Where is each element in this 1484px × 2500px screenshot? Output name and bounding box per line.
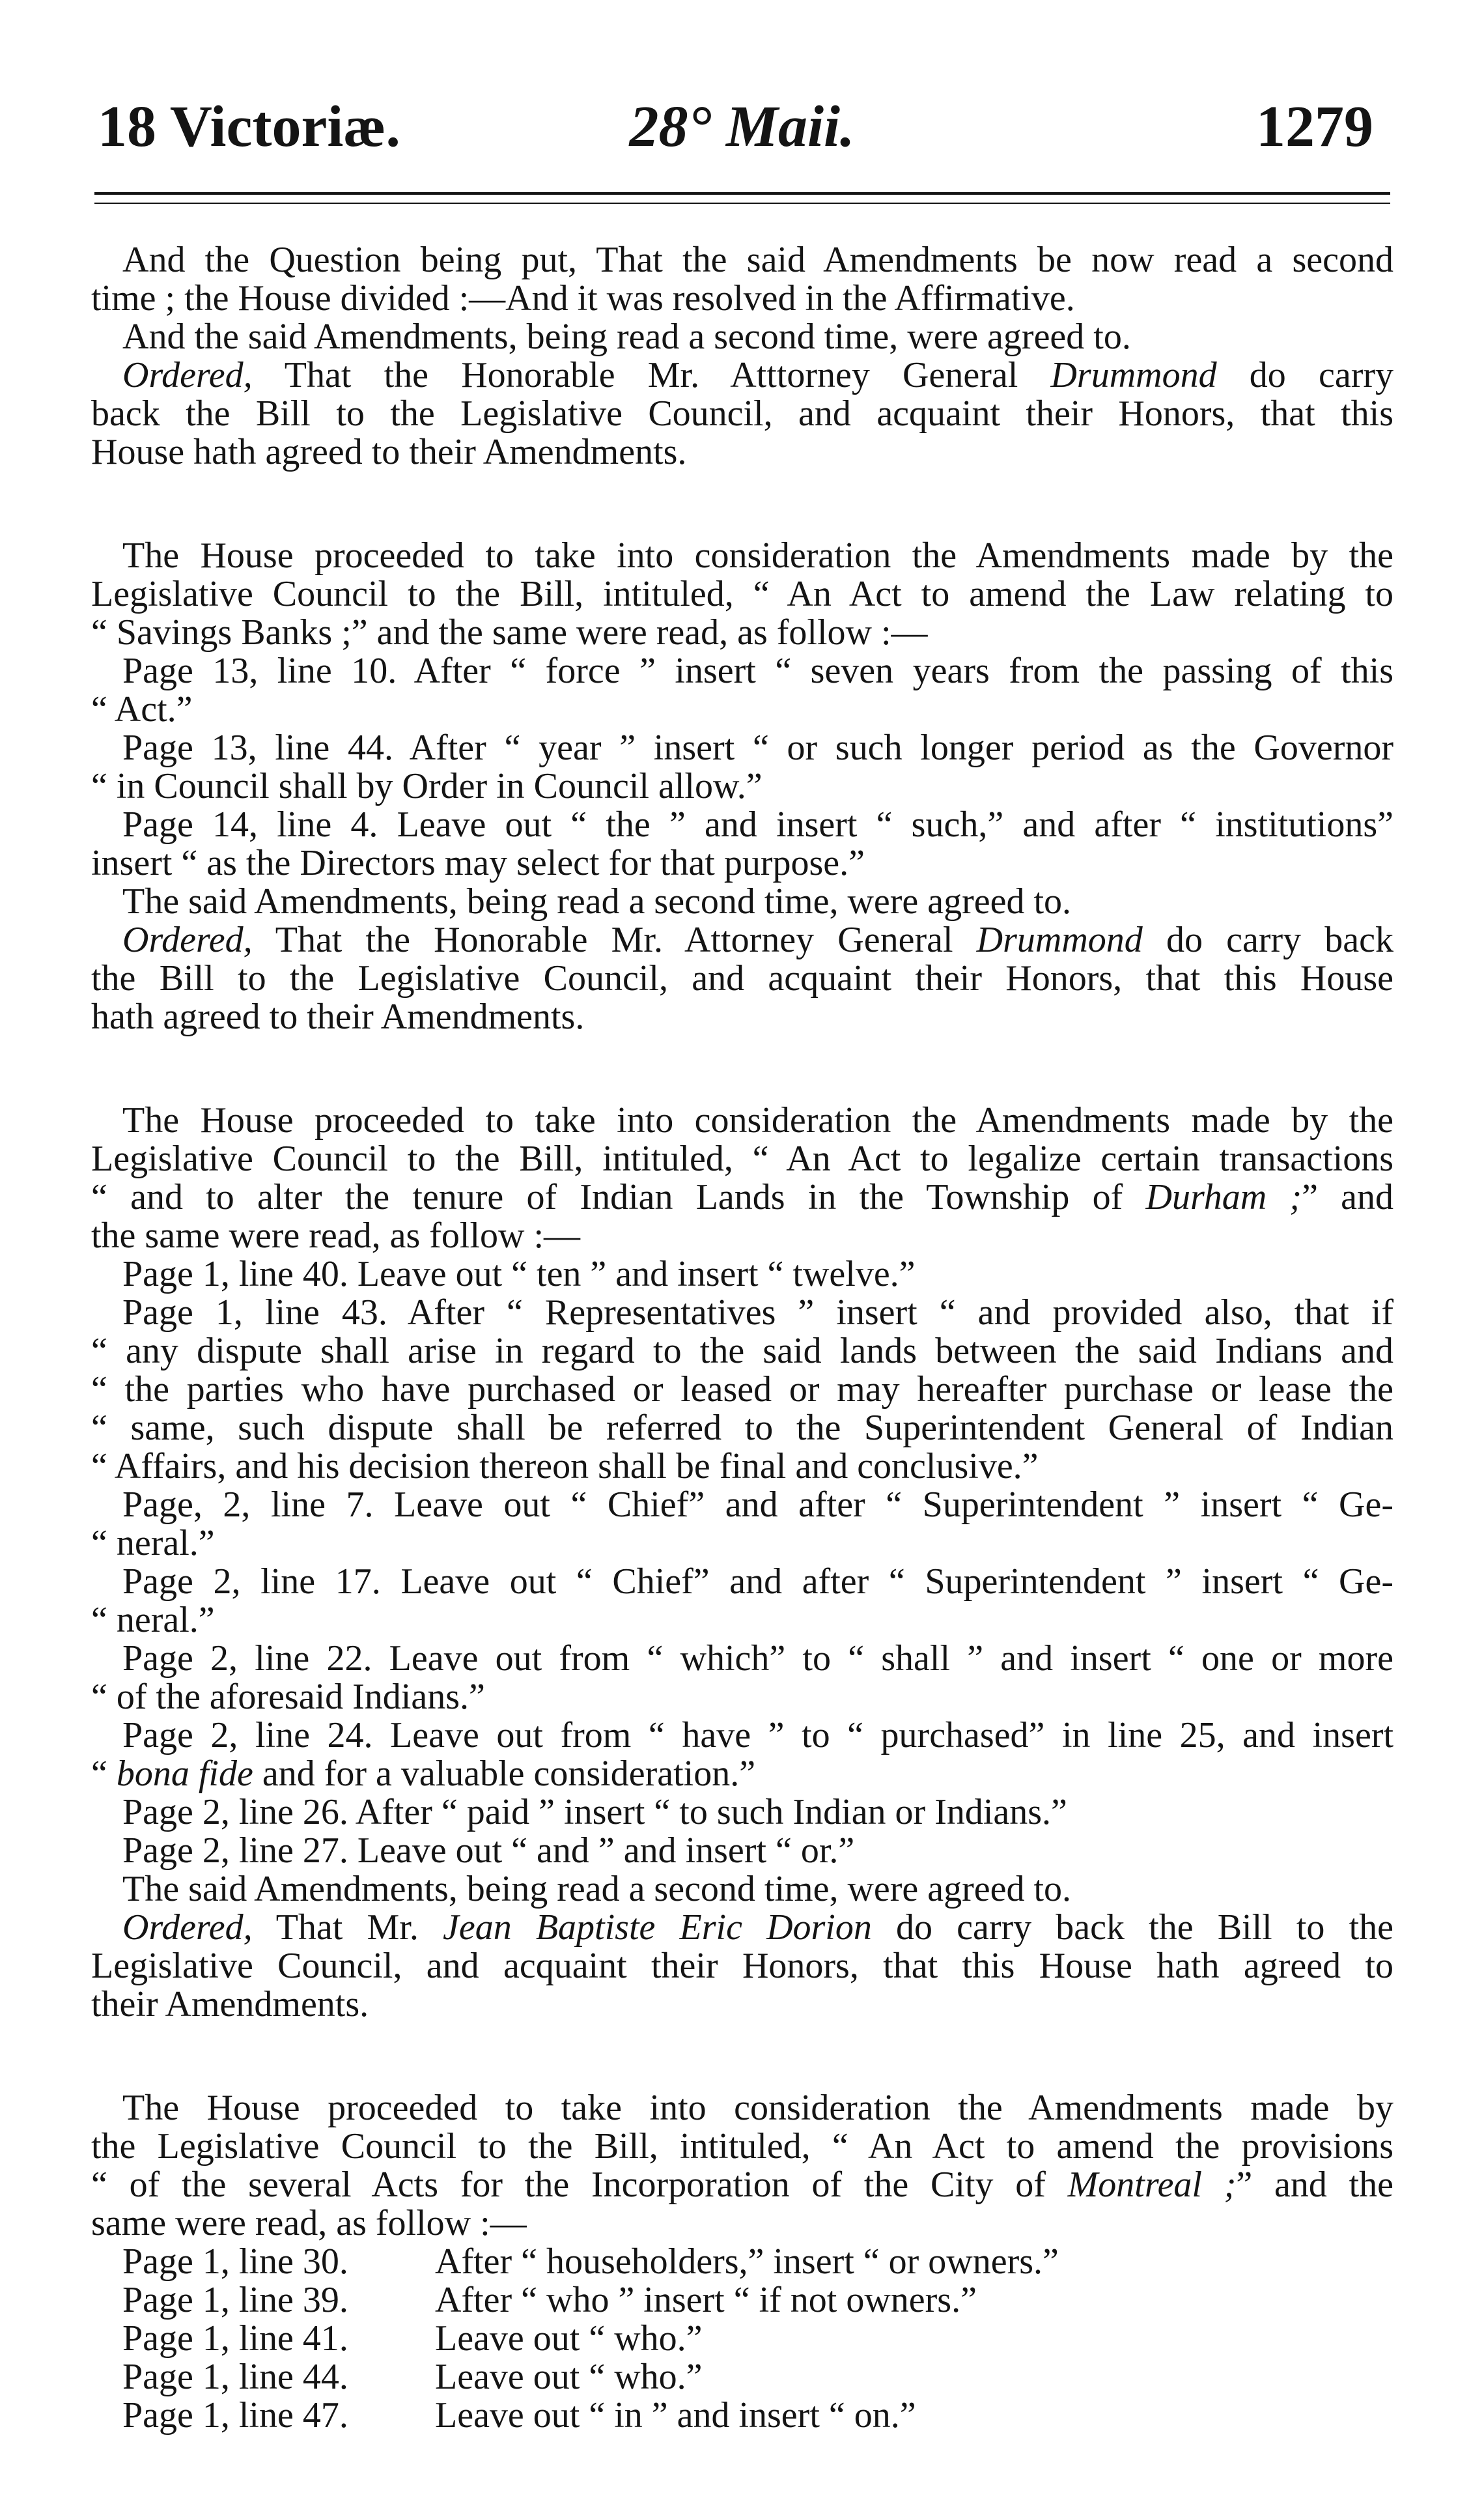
- text-line: The House proceeded to take into consideration the Amendments made by: [122, 2088, 1393, 2128]
- text-line: their Amendments.: [91, 1984, 369, 2024]
- text-line: “ Savings Banks ;” and the same were read, as follow :—: [91, 612, 928, 653]
- amendment-line: Page 13, line 10. After “ force ” insert “ seven years from the passing of this: [122, 651, 1393, 691]
- header-rule-thin: [94, 203, 1390, 204]
- amendment-line: Page 2, line 24. Leave out from “ have ” to “ purchased” in line 25, and insert: [122, 1715, 1393, 1755]
- paragraph-indian-lands: [91, 1101, 1393, 2024]
- text-line: House hath agreed to their Amendments.: [91, 432, 687, 472]
- text-span: ” and the: [1236, 2165, 1394, 2205]
- text-line: And the said Amendments, being read a second time, were agreed to.: [122, 317, 1131, 357]
- text-line: the Bill to the Legislative Council, and acquaint their Honors, that this House: [91, 958, 1393, 999]
- text-line: “ same, such dispute shall be referred to the Superintendent General of Indian: [91, 1408, 1393, 1448]
- ordered-label: Ordered,: [122, 1907, 253, 1948]
- text-line: “ of the aforesaid Indians.”: [91, 1677, 485, 1717]
- text-line: “ any dispute shall arise in regard to the said lands between the said Indians and: [91, 1331, 1393, 1371]
- ordered-label: Ordered,: [122, 920, 253, 960]
- date-text: 28° Maii.: [629, 94, 855, 159]
- text-line: Legislative Council to the Bill, intituled, “ An Act to amend the Law relating to: [91, 574, 1393, 614]
- order-line: [91, 921, 1393, 959]
- text-line: same were read, as follow :—: [91, 2203, 527, 2243]
- text-line: Legislative Council to the Bill, intituled, “ An Act to legalize certain transactions: [91, 1139, 1393, 1179]
- amendment-entry: [91, 2320, 1393, 2358]
- text-line: insert “ as the Directors may select for that purpose.”: [91, 843, 865, 883]
- place-span: Montreal ;: [1067, 2165, 1237, 2205]
- amendment-line: Page 2, line 26. After “ paid ” insert “ to such Indian or Indians.”: [122, 1792, 1067, 1832]
- name-span: Drummond: [976, 920, 1143, 960]
- text-span: That the Honorable Mr. Atttorney General: [252, 355, 1051, 395]
- place-span: Durham ;: [1145, 1177, 1302, 1217]
- amendment-line: Page 1, line 40. Leave out “ ten ” and insert “ twelve.”: [122, 1254, 916, 1294]
- text-line: [91, 1178, 1393, 1217]
- entry-text: Leave out “ in ” and insert “ on.”: [435, 2395, 916, 2436]
- text-span: That Mr.: [252, 1907, 443, 1948]
- entry-page: Page 1, line 41.: [122, 2318, 348, 2359]
- text-span: That the Honorable Mr. Attorney General: [252, 920, 977, 960]
- paragraph-savings-banks: [91, 537, 1393, 1036]
- text-line: The House proceeded to take into consideration the Amendments made by the: [122, 1100, 1393, 1141]
- text-span: do carry back: [1142, 920, 1394, 960]
- text-line: “ Affairs, and his decision thereon shall be final and conclusive.”: [91, 1446, 1039, 1486]
- running-head-left: 18 Victoriæ.: [98, 94, 400, 159]
- text-line: “ the parties who have purchased or leased or may hereafter purchase or lease the: [91, 1369, 1393, 1410]
- order-line: [91, 1909, 1393, 1947]
- amendment-entry: [91, 2243, 1393, 2281]
- text-span: “ and to alter the tenure of Indian Lands in the Township of: [91, 1177, 1146, 1217]
- amendment-entry: [91, 2358, 1393, 2396]
- text-line: [91, 1755, 1393, 1793]
- amendment-line: Page 13, line 44. After “ year ” insert “ or such longer period as the Governor: [122, 728, 1393, 768]
- name-span: Drummond: [1050, 355, 1217, 395]
- text-span: “: [91, 1754, 117, 1794]
- header-rule-thick: [94, 192, 1390, 195]
- text-line: “ in Council shall by Order in Council allow.”: [91, 766, 763, 806]
- text-line: The House proceeded to take into consideration the Amendments made by the: [122, 535, 1393, 576]
- name-span: Jean Baptiste Eric Dorion: [442, 1907, 872, 1948]
- latin-span: bona fide: [116, 1754, 253, 1794]
- entry-page: Page 1, line 30.: [122, 2241, 348, 2282]
- text-line: The said Amendments, being read a second time, were agreed to.: [122, 881, 1072, 922]
- entry-page: Page 1, line 47.: [122, 2395, 348, 2436]
- amendment-line: Page 2, line 22. Leave out from “ which” to “ shall ” and insert “ one or more: [122, 1638, 1393, 1679]
- amendment-line: Page, 2, line 7. Leave out “ Chief” and after “ Superintendent ” insert “ Ge-: [122, 1484, 1393, 1525]
- text-span: and for a valuable consideration.”: [253, 1754, 756, 1794]
- text-line: the Legislative Council to the Bill, intituled, “ An Act to amend the provisions: [91, 2126, 1393, 2166]
- text-line: the same were read, as follow :—: [91, 1215, 581, 1256]
- amendment-entry: [91, 2281, 1393, 2320]
- amendment-line: Page 14, line 4. Leave out “ the ” and insert “ such,” and after “ institutions”: [122, 804, 1393, 845]
- amendment-line: Page 1, line 43. After “ Representatives ” insert “ and provided also, that if: [122, 1292, 1393, 1333]
- text-line: time ; the House divided :—And it was resolved in the Affirmative.: [91, 278, 1075, 319]
- entry-page: Page 1, line 39.: [122, 2280, 348, 2320]
- page-body: [91, 241, 1393, 2500]
- entry-text: Leave out “ who.”: [435, 2318, 703, 2359]
- ordered-label: Ordered,: [122, 355, 253, 395]
- order-line: [91, 356, 1393, 395]
- text-line: And the Question being put, That the said Amendments be now read a second: [122, 240, 1393, 280]
- text-line: The said Amendments, being read a second time, were agreed to.: [122, 1869, 1072, 1909]
- text-span: do carry back the Bill to the: [871, 1907, 1393, 1948]
- page-number: 1279: [1256, 94, 1373, 159]
- paragraph-montreal: [91, 2089, 1393, 2435]
- paragraph-second-reading-vote: [91, 241, 1393, 472]
- text-line: “ Act.”: [91, 689, 193, 730]
- text-line: Legislative Council, and acquaint their Honors, that this House hath agreed to: [91, 1946, 1393, 1986]
- entry-text: After “ householders,” insert “ or owners.”: [435, 2241, 1059, 2282]
- text-span: do carry: [1216, 355, 1393, 395]
- text-line: back the Bill to the Legislative Council, and acquaint their Honors, that this: [91, 393, 1393, 434]
- amendment-line: Page 2, line 27. Leave out “ and ” and insert “ or.”: [122, 1830, 855, 1871]
- entry-page: Page 1, line 44.: [122, 2357, 348, 2397]
- amendment-line: Page 2, line 17. Leave out “ Chief” and after “ Superintendent ” insert “ Ge-: [122, 1561, 1393, 1602]
- text-line: “ neral.”: [91, 1523, 215, 1563]
- amendment-entry: [91, 2396, 1393, 2435]
- text-line: “ neral.”: [91, 1600, 215, 1640]
- entry-text: Leave out “ who.”: [435, 2357, 703, 2397]
- text-line: hath agreed to their Amendments.: [91, 997, 585, 1037]
- text-span: ” and: [1302, 1177, 1394, 1217]
- entry-text: After “ who ” insert “ if not owners.”: [435, 2280, 977, 2320]
- text-line: [91, 2166, 1393, 2204]
- text-span: “ of the several Acts for the Incorporation of the City of: [91, 2165, 1068, 2205]
